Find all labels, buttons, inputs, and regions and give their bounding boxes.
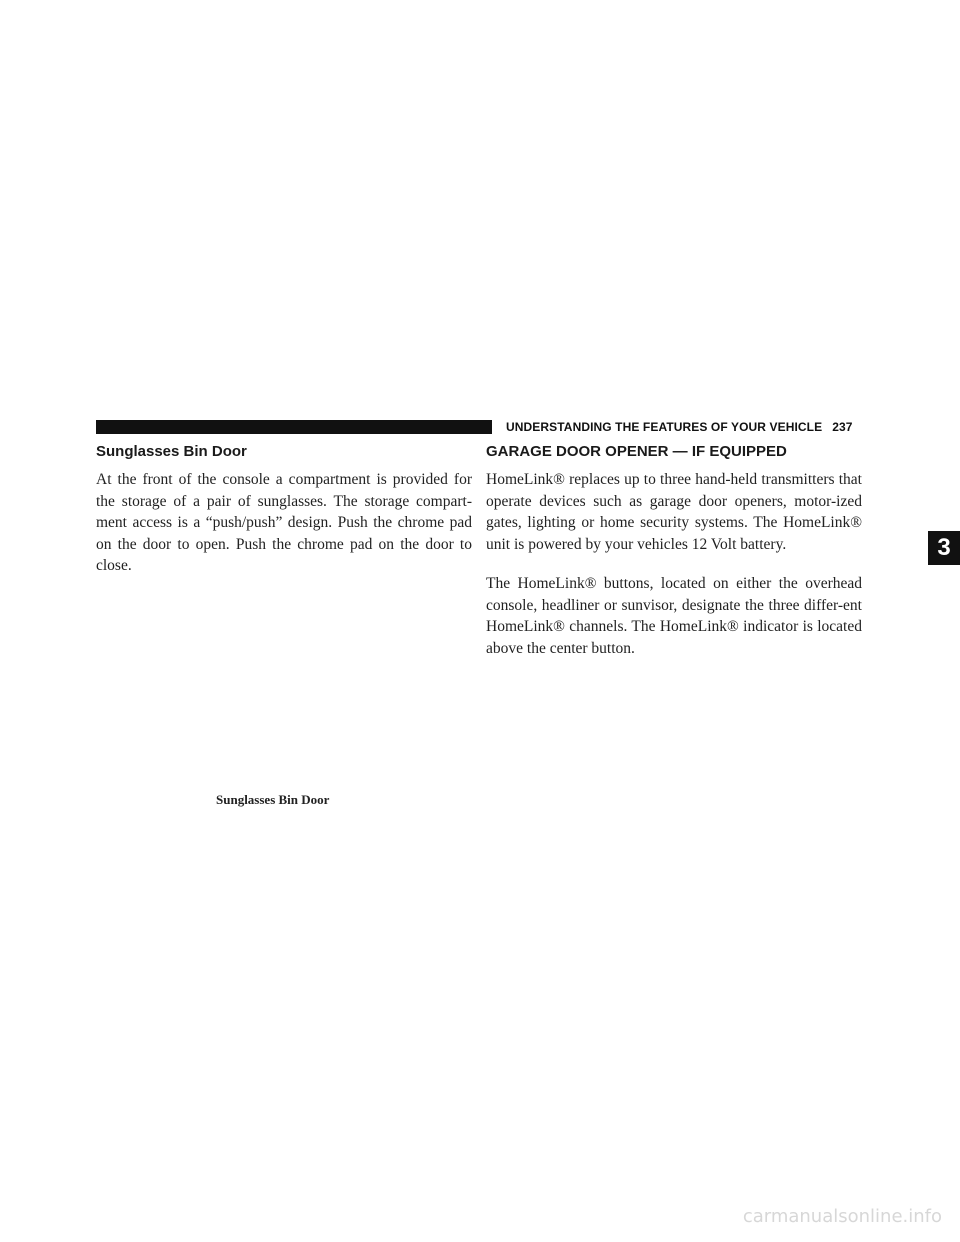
chapter-tab: 3	[928, 531, 960, 565]
page-number: 237	[832, 420, 853, 434]
garage-door-opener-heading: GARAGE DOOR OPENER — IF EQUIPPED	[486, 443, 787, 460]
running-header	[506, 420, 853, 434]
sunglasses-bin-door-heading: Sunglasses Bin Door	[96, 443, 247, 460]
sunglasses-bin-door-paragraph: At the front of the console a compartment is provided for the storage of a pair of sunglasses. The storage compart-ment access is a “push/push” design. Push the chrome pad on the door to open. Push the chrome pad on the door to close.	[96, 471, 472, 574]
homelink-paragraph-1: HomeLink® replaces up to three hand-held transmitters that operate devices such as garage door openers, motor-ized gates, lighting or home security systems. The HomeLink® unit is powered by your vehicles 12 Volt battery.	[486, 471, 862, 553]
homelink-paragraph-2: The HomeLink® buttons, located on either the overhead console, headliner or sunvisor, designate the three differ-ent HomeLink® channels. The HomeLink® indicator is located above the center button.	[486, 575, 862, 657]
figure-caption: Sunglasses Bin Door	[216, 792, 330, 807]
watermark: carmanualsonline.info	[742, 1206, 942, 1227]
header-section-title: UNDERSTANDING THE FEATURES OF YOUR VEHICLE	[506, 420, 823, 434]
header-rule	[96, 420, 492, 434]
